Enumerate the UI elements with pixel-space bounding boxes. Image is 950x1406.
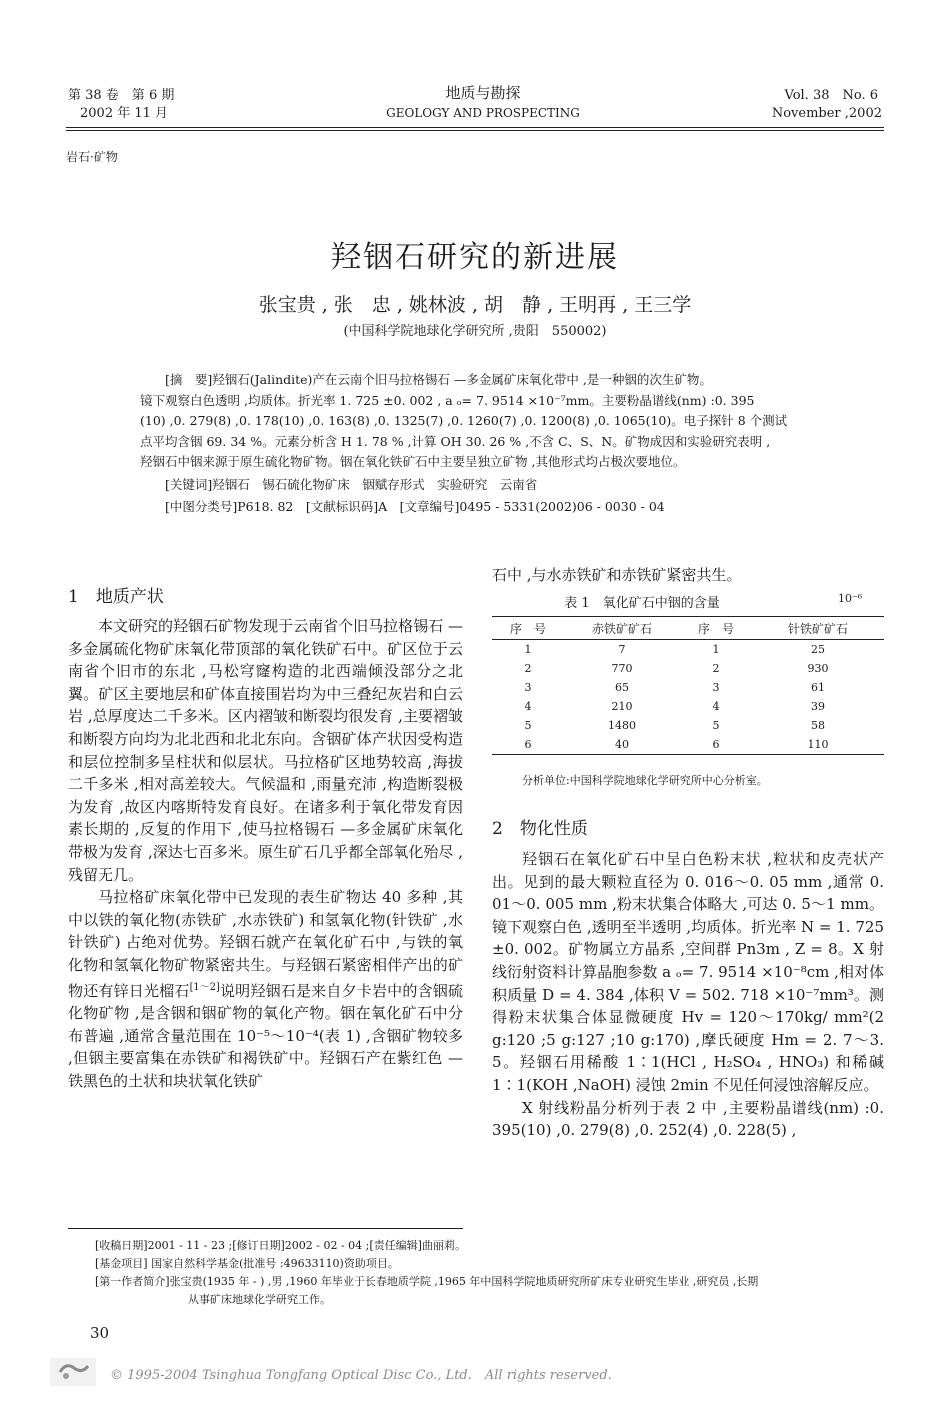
paragraph: X 射线粉晶分析列于表 2 中 ,主要粉晶谱线(nm) :0. 395(10) ,0. 279(8) ,0. 252(4) ,0. 228(5) , — [492, 1098, 884, 1140]
table-cell: 930 — [807, 662, 829, 675]
journal-name-en: GEOLOGY AND PROSPECTING — [386, 106, 580, 120]
table-header-row — [492, 617, 884, 640]
abstract-line: [摘 要]羟铟石(Jalindite)产在云南个旧马拉格锡石 —多金属矿床氧化带中 ,是一种铟的次生矿物。 — [165, 372, 712, 387]
journal-date-en: November ,2002 — [771, 106, 882, 121]
footnote-author: [第一作者简介]张宝贵(1935 年 - ) ,男 ,1960 年毕业于长春地质学院 ,1965 年中国科学院地质研究所矿床专业研究生毕业 ,研究员 ,长期 — [95, 1275, 759, 1288]
right-column-body — [492, 848, 884, 1142]
paragraph: 羟铟石在氧化矿石中呈白色粉末状 ,粒状和皮壳状产出。见到的最大颗粒直径为 0. 016～0. 05 mm ,通常 0. 01～0. 005 mm ,粉末状集合体略大 ,可达 0. 5～1 mm。镜下观察白色 ,透明至半透明 ,均质体。折光率 N = 1. 725 ±0. 002。矿物属立方晶系 ,空间群 Pn3m , Z = 8。X 射线衍射资料计算晶胞参数 a ₒ= 7. 9514 ×10⁻⁸cm ,相对体积质量 D = 4. 384 ,体积 V = 502. 718 ×10⁻⁷mm³。测得粉末状集合体显微硬度 Hv = 120～170kg/ mm²(2 g:120 ;5 g:127 ;10 g:170) ,摩氏硬度 Hm = 2. 7～3. 5。羟铟石用稀酸 1∶1(HCl , H₂SO₄ , HNO₃) 和稀碱 1∶1(KOH ,NaOH) 浸蚀 2min 不见任何浸蚀溶解反应。 — [492, 850, 884, 1094]
column-header: 针铁矿矿石 — [752, 617, 884, 640]
abstract-line: 镜下观察白色透明 ,均质体。折光率 1. 725 ±0. 002 , a ₒ= 7. 9514 ×10⁻⁷mm。主要粉晶谱线(nm) :0. 395 — [140, 392, 755, 408]
publisher-logo-icon — [50, 1358, 96, 1386]
table-cell: 5 — [712, 719, 720, 732]
header-rule — [66, 127, 884, 128]
table-cell: 4 — [524, 700, 532, 713]
table-note: 分析单位:中国科学院地球化学研究所中心分析室。 — [522, 774, 768, 787]
table-cell: 1 — [524, 643, 532, 656]
abstract-line: 羟铟石中铟来源于原生硫化物矿物。铟在氧化铁矿石中主要呈独立矿物 ,其他形式均占极次要地位。 — [140, 454, 686, 469]
journal-name: 地质与勘探 — [445, 84, 521, 102]
table-cell: 1 — [712, 643, 720, 656]
footnote-author-cont: 从事矿床地球化学研究工作。 — [188, 1293, 331, 1306]
author-list: 张宝贵 , 张 忠 , 姚林波 , 胡 静 , 王明再 , 王三学 — [258, 294, 692, 316]
abstract — [140, 370, 820, 518]
paragraph-text: 说明羟铟石是来自夕卡岩中的含铟硫化物矿物 ,是含铟和铟矿物的氧化产物。铟在氧化矿石中分布普遍 ,通常含量范围在 10⁻⁵～10⁻⁴(表 1) ,含铟矿物较多 ,但铟主要富集在赤铁矿和褐铁矿中。羟铟石产在紫红色 —铁黑色的土状和块状氧化铁矿 — [68, 981, 463, 1090]
table-cell: 6 — [492, 735, 564, 755]
paragraph: 本文研究的羟铟石矿物发现于云南省个旧马拉格锡石 —多金属硫化物矿床氧化带顶部的氧化铁矿石中。矿区位于云南省个旧市的东北 ,马松穹窿构造的北西端倾没部分之北翼。矿区主要地层和矿体直接围岩均为中三叠纪灰岩和白云岩 ,总厚度达二千多米。区内褶皱和断裂均很发育 ,主要褶皱和断裂方向均为北北西和北北东向。含铟矿体产状因受构造和层位控制多呈柱状和似层状。马拉格矿区地势较高 ,海拔二千多米 ,相对高差较大。气候温和 ,雨量充沛 ,构造断裂极为发育 ,故区内喀斯特发育良好。在诸多利于氧化带发育因素长期的 ,反复的作用下 ,使马拉格锡石 —多金属矿床氧化带极为发育 ,深达七百多米。原生矿石几乎都全部氧化殆尽 ,残留无几。 — [68, 617, 463, 884]
article-title: 羟铟石研究的新进展 — [331, 240, 619, 275]
author-affiliation: (中国科学院地球化学研究所 ,贵阳 550002) — [343, 324, 607, 339]
journal-date: 2002 年 11 月 — [80, 106, 169, 121]
table-caption: 表 1 氧化矿石中铟的含量 — [564, 596, 720, 611]
table-cell: 110 — [752, 735, 884, 755]
journal-volume-issue: 第 38 卷 第 6 期 — [68, 88, 175, 103]
footnote-dates: [收稿日期]2001 - 11 - 23 ;[修订日期]2002 - 02 - 04 ;[责任编辑]曲丽莉。 — [95, 1239, 466, 1252]
paragraph — [68, 886, 463, 1092]
table-row — [492, 640, 884, 660]
header-rule-thin — [66, 130, 884, 131]
table-row — [492, 697, 884, 716]
table-row — [492, 716, 884, 735]
table-row — [492, 659, 884, 678]
table-row — [492, 735, 884, 755]
column-header: 赤铁矿矿石 — [564, 617, 680, 640]
table-cell: 65 — [615, 681, 629, 694]
section-2-heading: 2 物化性质 — [492, 819, 588, 839]
table-cell: 40 — [564, 735, 680, 755]
table-cell: 210 — [611, 700, 633, 713]
keywords: [关键词]羟铟石 锡石硫化物矿床 铟赋存形式 实验研究 云南省 — [165, 476, 538, 492]
table-cell: 1480 — [608, 719, 636, 732]
citation-ref: [1～2] — [189, 981, 220, 993]
table-cell: 6 — [680, 735, 752, 755]
page-number: 30 — [90, 1324, 110, 1342]
table-cell: 25 — [811, 643, 825, 656]
column-header: 序 号 — [680, 617, 752, 640]
table-cell: 2 — [712, 662, 720, 675]
table-cell: 2 — [524, 662, 532, 675]
table-cell: 61 — [811, 681, 825, 694]
table-unit: 10⁻⁶ — [838, 592, 863, 605]
abstract-line: (10) ,0. 279(8) ,0. 178(10) ,0. 163(8) ,0. 1325(7) ,0. 1260(7) ,0. 1200(8) ,0. 1065(10)。电子探针 8 个测试 — [140, 413, 788, 428]
table-cell: 4 — [712, 700, 720, 713]
table-cell: 39 — [811, 700, 825, 713]
continued-text: 石中 ,与水赤铁矿和赤铁矿紧密共生。 — [492, 566, 742, 584]
column-header: 序 号 — [492, 617, 564, 640]
classification-codes: [中图分类号]P618. 82 [文献标识码]A [文章编号]0495 - 5331(2002)06 - 0030 - 04 — [165, 499, 665, 514]
table-cell: 770 — [611, 662, 633, 675]
footnote-fund: [基金项目] 国家自然科学基金(批准号 :49633110)资助项目。 — [95, 1257, 399, 1270]
section-1-heading: 1 地质产状 — [68, 587, 164, 607]
article-category: 岩石·矿物 — [66, 150, 118, 164]
table-cell: 3 — [524, 681, 532, 694]
paragraph-text: 马拉格矿床氧化带中已发现的表生矿物达 40 多种 ,其中以铁的氧化物(赤铁矿 ,水赤铁矿) 和氢氧化物(针铁矿 ,水针铁矿) 占绝对优势。羟铟石就产在氧化矿石中 ,与铁的氧化物和氢氧化物矿物紧密共生。与羟铟石紧密相伴产出的矿物还有锌日光榴石 — [68, 888, 463, 1000]
table-cell: 58 — [811, 719, 825, 732]
table-indium-content — [492, 616, 884, 755]
table-row — [492, 678, 884, 697]
copyright-notice: © 1995-2004 Tsinghua Tongfang Optical Disc Co., Ltd. All rights reserved. — [110, 1368, 612, 1383]
table-cell: 5 — [524, 719, 532, 732]
journal-vol-en: Vol. 38 No. 6 — [784, 88, 878, 103]
table-cell: 7 — [618, 643, 626, 656]
left-column-body — [68, 615, 463, 1092]
abstract-line: 点平均含铟 69. 34 %。元素分析含 H 1. 78 % ,计算 OH 30. 26 % ,不含 C、S、N。矿物成因和实验研究表明 , — [140, 433, 771, 449]
footnote-rule — [68, 1228, 463, 1229]
table-cell: 3 — [712, 681, 720, 694]
